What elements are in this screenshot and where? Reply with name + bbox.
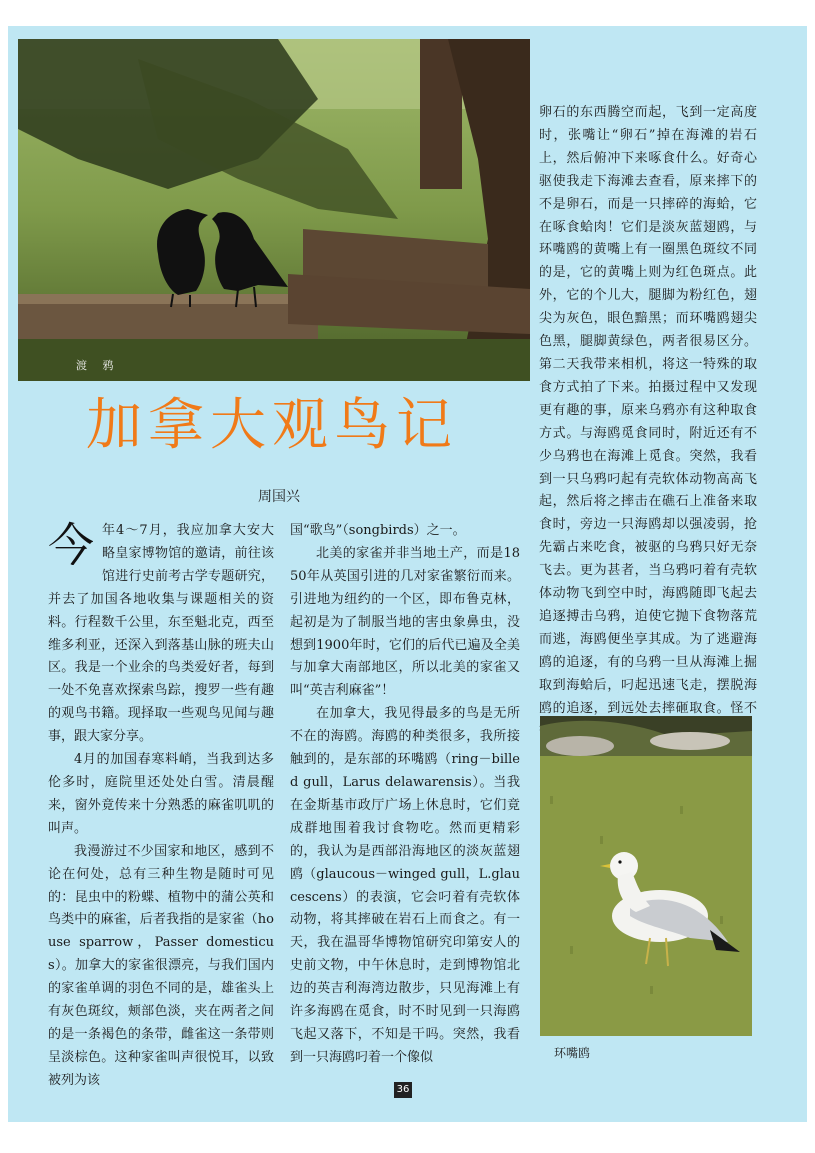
- gull-photo-caption: 环嘴鸥: [554, 1046, 591, 1060]
- paragraph: 国“歌鸟”（songbirds）之一。: [290, 523, 466, 538]
- magazine-page: [8, 26, 807, 1122]
- text-column-1: [48, 520, 274, 1093]
- ravens-photo: [18, 39, 530, 381]
- article-title: 加拿大观鸟记: [86, 393, 458, 458]
- gull-photo: [540, 716, 752, 1036]
- ravens-photo-caption: 渡 鸦: [76, 359, 120, 372]
- paragraph: 在加拿大，我见得最多的鸟是无所不在的海鸥。海鸥的种类很多，我所接触到的，是东部的环嘴鸥（ring－billed gull，Larus delawarensis）。当我在金斯基市政厅广场上休息时，它们竟成群地围着我讨食物吃。然而更精彩的，我认为是西部沿海地区的淡灰蓝翅鸥（glaucous－winged gull，L.glaucescens）的表演，它会叼着有壳软体动物，将其摔破在岩石上而食之。有一天，我在温哥华博物馆研究印第安人的史前文物，中午休息时，走到博物馆北边的英吉利海湾边散步，只见海滩上有许多海鸥在觅食，时不时见到一只海鸥飞起又落下，不知是干吗。突然，我看到一只海鸥叼着一个像似: [290, 706, 520, 1065]
- drop-cap: 今: [48, 518, 94, 572]
- paragraph: [48, 520, 274, 749]
- paragraph: 北美的家雀并非当地土产，而是1850年从英国引进的几对家雀繁衍而来。引进地为纽约的一个区，即布鲁克林，起初是为了制服当地的害虫象鼻虫，没想到1900年时，它们的后代已遍及全美与加拿大南部地区，所以北美的家雀又叫“英吉利麻雀”！: [290, 545, 520, 699]
- gull-photo-illustration: [540, 716, 752, 1036]
- text-column-2: [290, 520, 520, 1070]
- ravens-photo-illustration: [18, 39, 530, 381]
- paragraph: 我漫游过不少国家和地区，感到不论在何处，总有三种生物是随时可见的：昆虫中的粉蝶、植物中的蒲公英和鸟类中的麻雀，后者我指的是家雀（house sparrow，Passer domesticus）。加拿大的家雀很漂亮，与我们国内的家雀单调的羽色不同的是，雄雀头上有灰色斑纹，颊部色淡，夹在两者之间的是一条褐色的条带，雌雀这一条带则呈淡棕色。这种家雀叫声很悦耳，以致被列为该: [48, 843, 274, 1088]
- text-column-3: [539, 102, 757, 743]
- article-author: 周国兴: [258, 489, 300, 505]
- paragraph-text: 年4～7月，我应加拿大安大略皇家博物馆的邀请，前往该馆进行史前考古学专题研究，并去了加国各地收集与课题相关的资料。行程数千公里，东至魁北克，西至维多利亚，还深入到落基山脉的班夫山区。我是一个业余的鸟类爱好者，每到一处不免喜欢探索鸟踪，搜罗一些有趣的观鸟书籍。现择取一些观鸟见闻与趣事，跟大家分享。: [48, 523, 274, 745]
- page-number: 36: [394, 1082, 412, 1098]
- paragraph: 卵石的东西腾空而起，飞到一定高度时，张嘴让“卵石”掉在海滩的岩石上，然后俯冲下来啄食什么。好奇心驱使我走下海滩去查看，原来摔下的不是卵石，而是一只摔碎的海蛤，它在啄食蛤肉！它们是淡灰蓝翅鸥，与环嘴鸥的黄嘴上有一圈黑色斑纹不同的是，它的黄嘴上则为红色斑点。此外，它的个儿大，腿脚为粉红色，翅尖为灰色，眼色黯黑；而环嘴鸥翅尖色黑，腿脚黄绿色，两者很易区分。第二天我带来相机，将这一特殊的取食方式拍了下来。拍摄过程中又发现更有趣的事，原来乌鸦亦有这种取食方式。与海鸥觅食同时，附近还有不少乌鸦也在海滩上觅食。突然，我看到一只乌鸦叼起有壳软体动物高高飞起，然后将之摔击在礁石上准备来取食时，旁边一只海鸥却以强凌弱，抢先霸占来吃食，被驱的乌鸦只好无奈飞去。更为甚者，当乌鸦叼着有壳软体动物飞到空中时，海鸥随即飞起去追逐搏击乌鸦，迫使它抛下食物落荒而逃，海鸥便坐享其成。为了逃避海鸥的追逐，有的乌鸦一旦从海滩上掘取到海蛤后，叼起迅速飞走，摆脱海鸥的追逐，到远处去摔砸取食。怪不: [539, 105, 757, 716]
- paragraph: 4月的加国春寒料峭，当我到达多伦多时，庭院里还处处白雪。清晨醒来，窗外竟传来十分熟悉的麻雀叽叽的叫声。: [48, 752, 274, 836]
